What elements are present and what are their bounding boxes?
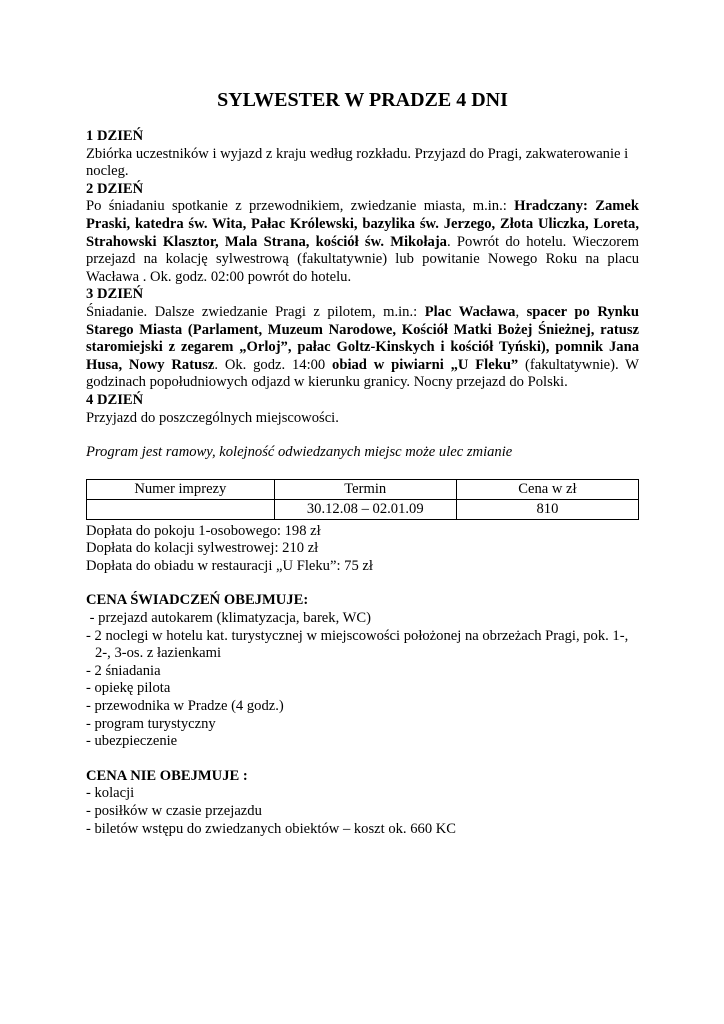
day-3-text-a: Śniadanie. Dalsze zwiedzanie Pragi z pilotem, m.in.: [86, 303, 425, 320]
list-item: - przejazd autokarem (klimatyzacja, barek, WC) [86, 610, 371, 627]
day-4-heading: 4 DZIEŃ [86, 391, 144, 408]
day-3-text-d: (fakultatywnie). W godzinach popołudniowych odjazd w kierunku granicy. Nocny przejazd do Polski. [86, 356, 639, 391]
day-3-highlight-b: spacer po Rynku Starego Miasta (Parlament, Muzeum Narodowe, Kościół Matki Bożej Śnieżnej, ratusz staromiejski z zegarem „Orloj”, pałac Goltz-Kinskych i kościół Tyński), pomnik Jana Husa, Nowy Ratusz [86, 303, 639, 373]
includes-list [86, 610, 639, 751]
list-item: - przewodnika w Pradze (4 godz.) [86, 698, 284, 715]
day-3-text-b: , [515, 303, 527, 320]
price-table-cell-term: 30.12.08 – 02.01.09 [274, 499, 456, 519]
includes-heading: CENA ŚWIADCZEŃ OBEJMUJE: [86, 592, 309, 609]
price-table-cell-number [87, 499, 275, 519]
surcharge-item: Dopłata do obiadu w restauracji „U Fleku”: 75 zł [86, 557, 373, 574]
surcharge-item: Dopłata do kolacji sylwestrowej: 210 zł [86, 540, 319, 557]
day-2-highlights: Hradczany: Zamek Praski, katedra św. Wita, Pałac Królewski, bazylika św. Jerzego, Złota Uliczka, Loreta, Strahowski Klasztor, Mala Strana, kościół św. Mikołaja [86, 198, 639, 250]
day-1-heading: 1 DZIEŃ [86, 128, 144, 144]
price-table [86, 479, 639, 520]
list-item: - opiekę pilota [86, 680, 171, 697]
price-table-header-row [87, 479, 639, 499]
day-2-heading: 2 DZIEŃ [86, 180, 144, 197]
program-note: Program jest ramowy, kolejność odwiedzanych miejsc może ulec zmianie [86, 444, 513, 461]
price-table-cell-price: 810 [456, 499, 638, 519]
day-3-highlight-a: Plac Wacława [424, 303, 516, 320]
list-item: - 2 śniadania [86, 662, 161, 679]
day-3-text [86, 304, 639, 392]
list-item: - ubezpieczenie [86, 733, 178, 750]
excludes-list [86, 785, 639, 838]
list-item: - 2 noclegi w hotelu kat. turystycznej w miejscowości położonej na obrzeżach Pragi, pok. 1-, 2-, 3-os. z łazienkami [86, 627, 629, 662]
list-item: - biletów wstępu do zwiedzanych obiektów – koszt ok. 660 KC [86, 820, 457, 837]
day-3-highlight-c: obiad w piwiarni „U Fleku” [332, 356, 519, 373]
surcharge-item: Dopłata do pokoju 1-osobowego: 198 zł [86, 522, 321, 539]
day-3-heading: 3 DZIEŃ [86, 286, 144, 303]
list-item: - program turystyczny [86, 715, 216, 732]
day-1-text: Zbiórka uczestników i wyjazd z kraju według rozkładu. Przyjazd do Pragi, zakwaterowanie i nocleg. [86, 145, 629, 180]
price-table-header-term: Termin [274, 479, 456, 499]
document-title: SYLWESTER W PRADZE 4 DNI [217, 89, 508, 111]
list-item: - posiłków w czasie przejazdu [86, 803, 262, 819]
price-table-row [87, 499, 639, 519]
excludes-heading: CENA NIE OBEJMUJE : [86, 767, 248, 784]
day-3-text-c: . Ok. godz. 14:00 [214, 356, 333, 373]
day-2-text [86, 198, 639, 286]
price-table-header-price: Cena w zł [456, 479, 638, 499]
surcharges-list [86, 523, 639, 576]
price-table-header-number: Numer imprezy [87, 479, 275, 499]
list-item: - kolacji [86, 785, 135, 802]
day-2-text-b: . Powrót do hotelu. Wieczorem przejazd na kolację sylwestrową (fakultatywnie) lub powitanie Nowego Roku na placu Wacława . Ok. godz. 02:00 powrót do hotelu. [86, 233, 639, 285]
day-2-text-a: Po śniadaniu spotkanie z przewodnikiem, zwiedzanie miasta, m.in.: [86, 198, 515, 215]
document-page [86, 88, 639, 838]
day-4-text: Przyjazd do poszczególnych miejscowości. [86, 409, 339, 426]
